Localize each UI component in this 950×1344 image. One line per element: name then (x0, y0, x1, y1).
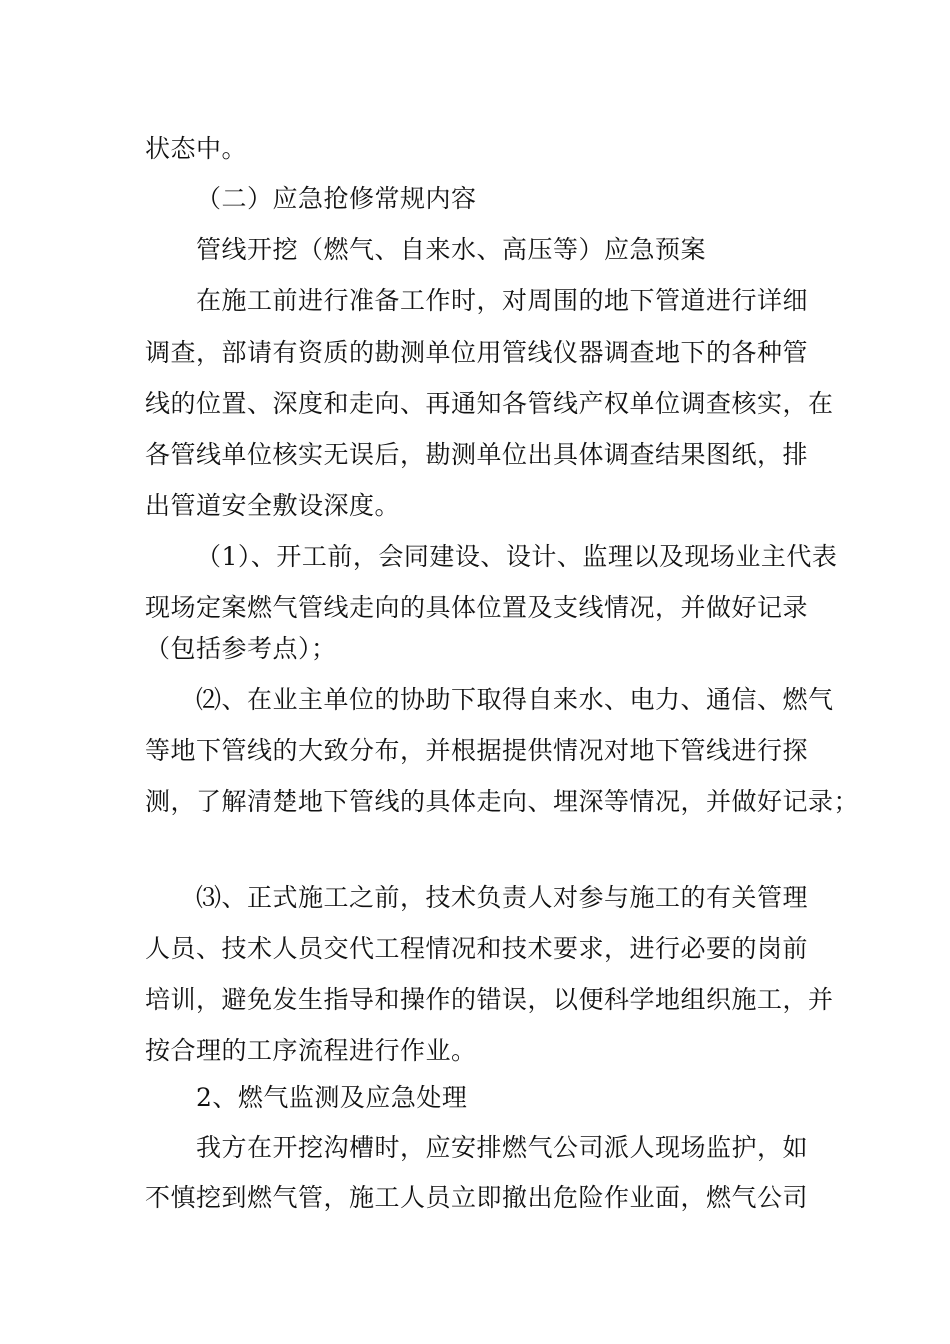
text-line: 培训，避免发生指导和操作的错误，以便科学地组织施工，并 (145, 985, 834, 1014)
text-line: 各管线单位核实无误后，勘测单位出具体调查结果图纸，排 (145, 440, 809, 469)
text-line: 出管道安全敷设深度。 (145, 491, 401, 520)
text-line: 在施工前进行准备工作时，对周围的地下管道进行详细 (196, 286, 809, 315)
text-line: ⑶、正式施工之前，技术负责人对参与施工的有关管理 (196, 883, 809, 912)
text-line: 等地下管线的大致分布，并根据提供情况对地下管线进行探 (145, 736, 809, 765)
text-line: 人员、技术人员交代工程情况和技术要求，进行必要的岗前 (145, 934, 809, 963)
text-line: 我方在开挖沟槽时，应安排燃气公司派人现场监护，如 (196, 1133, 809, 1162)
text-line: （包括参考点）； (145, 634, 337, 663)
text-line: 状态中。 (145, 134, 248, 163)
section-heading: 2、燃气监测及应急处理 (196, 1083, 468, 1112)
text-line: ⑵、在业主单位的协助下取得自来水、电力、通信、燃气 (196, 685, 834, 714)
text-line: 调查，部请有资质的勘测单位用管线仪器调查地下的各种管 (145, 338, 809, 367)
section-heading: （二）应急抢修常规内容 (196, 184, 477, 213)
text-line: 线的位置、深度和走向、再通知各管线产权单位调查核实，在 (145, 389, 834, 418)
text-line: 不慎挖到燃气管，施工人员立即撤出危险作业面，燃气公司 (145, 1183, 809, 1212)
text-line: 按合理的工序流程进行作业。 (145, 1036, 477, 1065)
text-line: 现场定案燃气管线走向的具体位置及支线情况，并做好记录 (145, 593, 809, 622)
text-line: 测，了解清楚地下管线的具体走向、埋深等情况，并做好记录； (145, 787, 860, 816)
text-line: （1）、开工前，会同建设、设计、监理以及现场业主代表 (196, 542, 838, 571)
subsection-heading: 管线开挖（燃气、自来水、高压等）应急预案 (196, 235, 707, 264)
